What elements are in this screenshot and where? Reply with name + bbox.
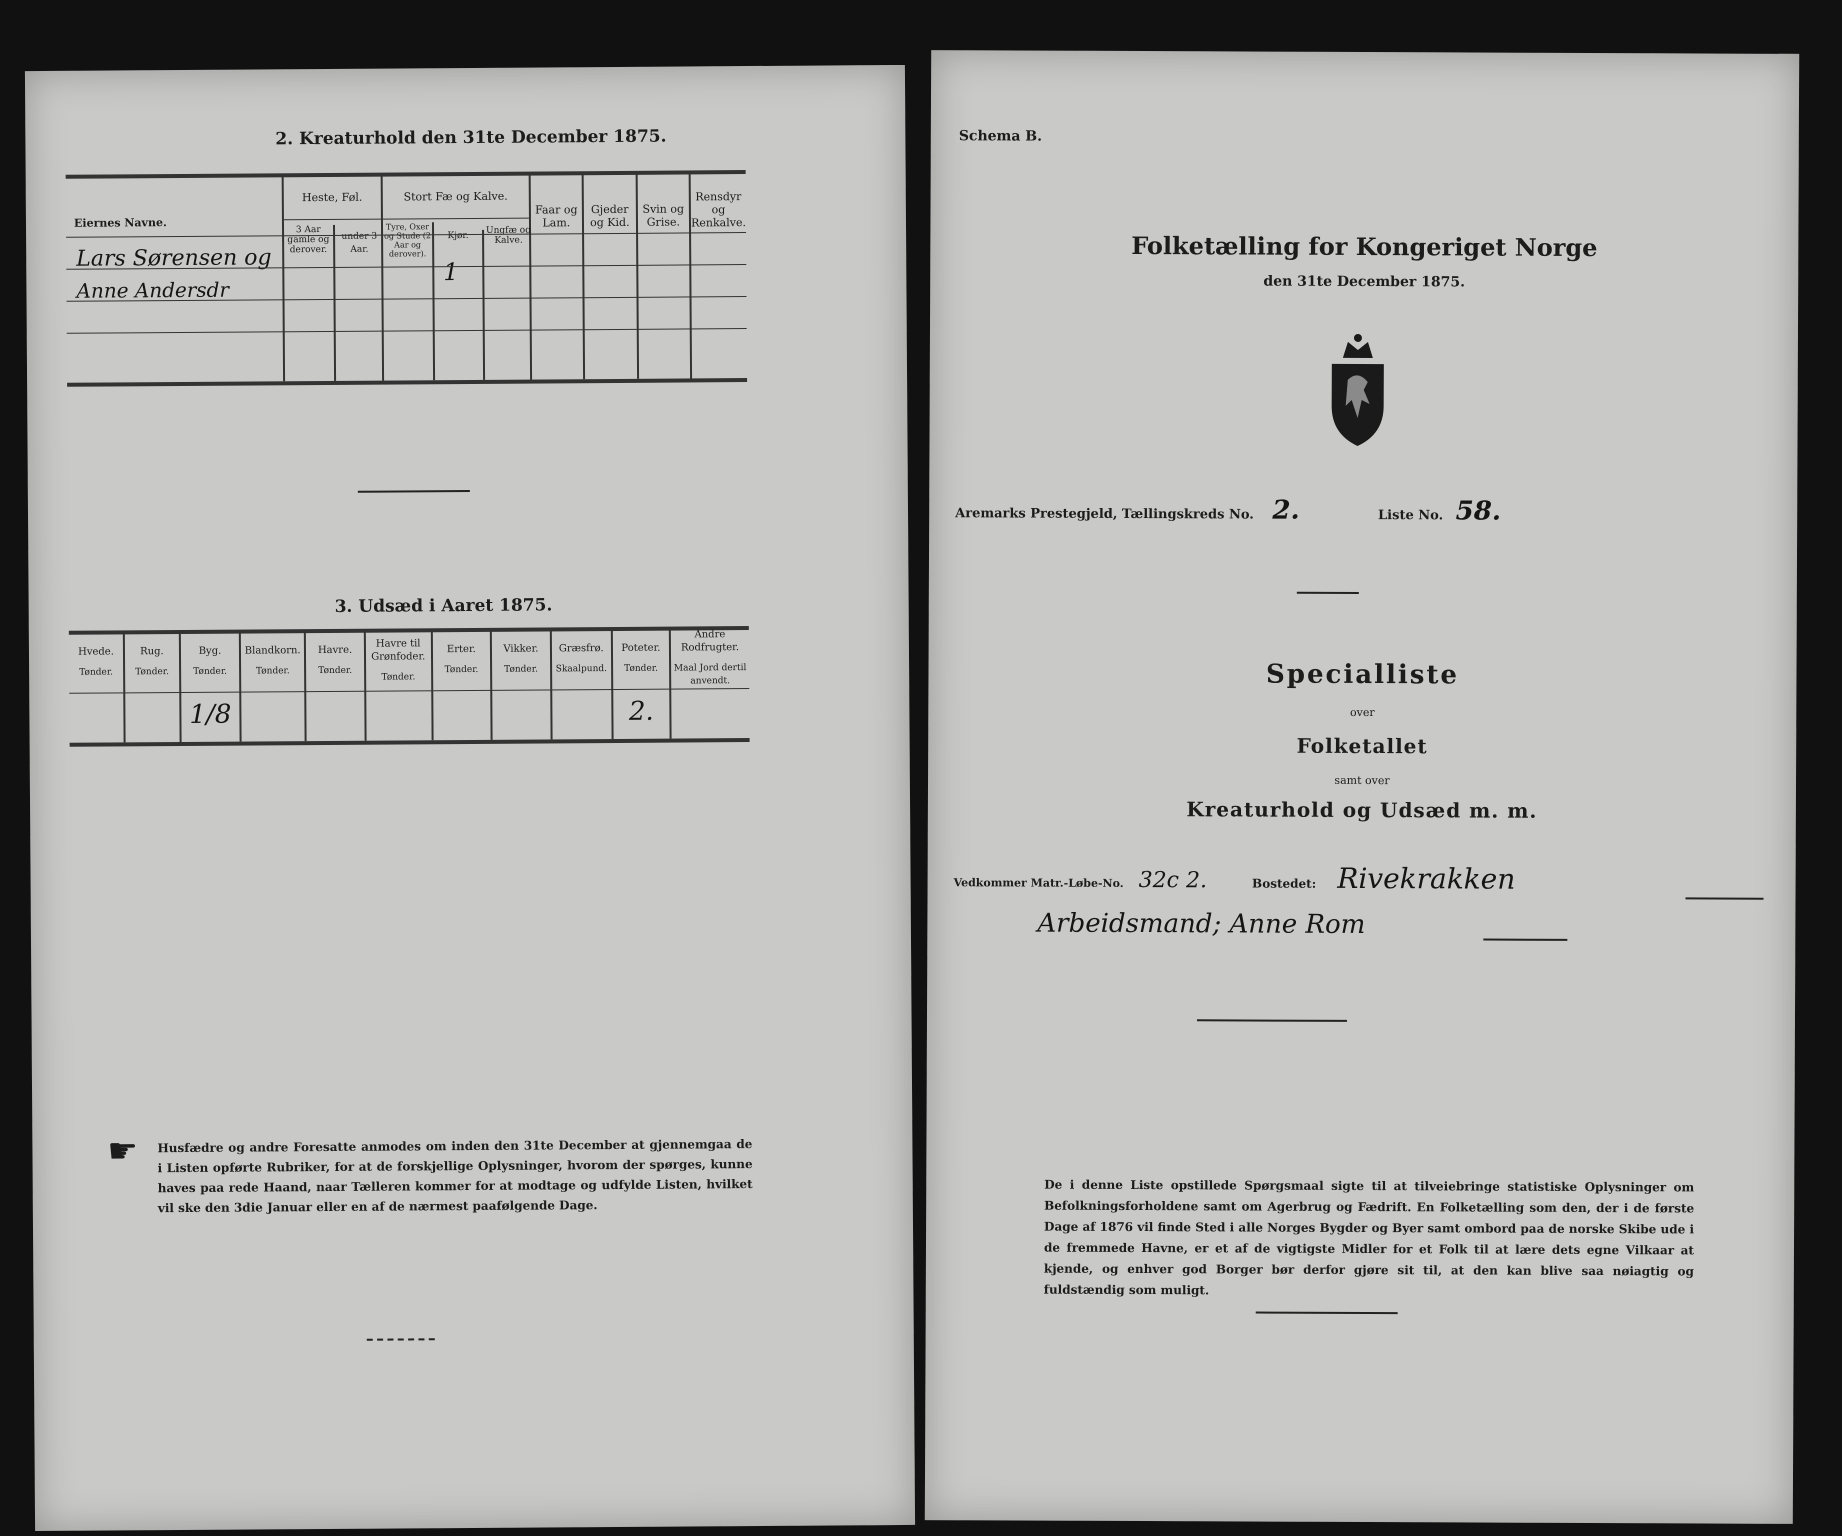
matr-line [954, 860, 1516, 895]
samt-over-text: samt over [1334, 773, 1390, 788]
seed-header-cell [180, 632, 241, 692]
seed-header-unit: Tønder. [79, 667, 114, 678]
main-subtitle: den 31te December 1875. [1263, 273, 1466, 291]
separator-rule [358, 490, 470, 493]
seed-header-cell [670, 628, 749, 689]
bottom-rule [1256, 1312, 1398, 1315]
seed-table [69, 628, 750, 743]
cattle-column [382, 174, 531, 381]
seed-value-cell [491, 689, 551, 739]
district-prefix: Aremarks Prestegjeld, Tællingskreds No. [955, 506, 1254, 523]
owner-name-1: Lars Sørensen og [76, 245, 272, 272]
over-text: over [1349, 705, 1375, 720]
owner-column [66, 175, 284, 383]
seed-header-unit: Tønder. [318, 665, 353, 677]
bosted-value: Rivekrakken [1337, 861, 1516, 896]
seed-value-cell [612, 689, 671, 739]
seed-value-cell [69, 692, 124, 742]
left-page [25, 65, 915, 1531]
notice-text: Husfædre og andre Foresatte anmodes om inden den 31te December at gjennemgaa de i Listen opførte Rubriker, for at de forskjellige Oplysninger, hvorom der spørges, kunne haves paa rede Haand, naar Tælleren kommer for at modtage og udfylde Listen, hvilket vil ske den 3die Januar eller en af de nærmest paafølgende Dage. [157, 1137, 753, 1216]
goats-header: Gjeder og Kid. [590, 202, 630, 230]
seed-header-cell [491, 629, 551, 689]
seed-header-unit: Tønder. [135, 667, 170, 678]
bottom-rule [367, 1338, 435, 1340]
seed-header-unit: Tønder. [193, 666, 228, 677]
pointing-hand-icon: ☛ [107, 1131, 139, 1172]
seed-value-cell [306, 691, 366, 741]
seed-value-cell [124, 692, 180, 742]
seed-header-cell [365, 630, 432, 690]
seed-value-cell [240, 691, 306, 741]
seed-header-name: Vikker. [503, 643, 539, 655]
seed-header-cell [431, 630, 491, 690]
matr-number: 32c 2. [1138, 868, 1208, 894]
seed-header-cell [240, 631, 306, 691]
liste-label: Liste No. [1378, 508, 1444, 524]
seed-value-cell [432, 690, 492, 740]
sheep-header: Faar og Lam. [535, 203, 578, 230]
info-text: De i denne Liste opstillede Spørgsmaal sigte til at tilveiebringe statistiske Oplysninger om Befolkningsforholdene samt om Agerbrug og Fædrift. En Folketælling som den, der i de første Dage af 1876 vil finde Sted i alle Norges Bygder og Byer samt ombord paa de norske Skibe ude i de fremmede Havne, er et af de vigtigste Midler for et Folk til at lære dets egne Vilkaar at kjende, og enhver god Borger bør derfor gjøre sit til, at den kan blive saa nøiagtig og fuldstændig som muligt. [1043, 1177, 1695, 1298]
matr-label: Vedkommer Matr.-Løbe-No. [953, 876, 1124, 890]
goats-column [583, 173, 638, 379]
seed-header-cell [612, 629, 671, 689]
seed-header-name: Erter. [446, 643, 476, 656]
separator-rule [1197, 1019, 1347, 1022]
seed-value-cell [365, 690, 432, 740]
seed-header-unit: Skaalpund. [555, 664, 608, 675]
horses-under3-header: under 3 Aar. [341, 231, 378, 255]
seed-value-cell [670, 688, 749, 739]
norwegian-lion-crest-icon [1317, 330, 1398, 450]
horses-header: Heste, Føl. [301, 190, 363, 205]
kreds-number: 2. [1272, 495, 1300, 526]
pigs-column [636, 172, 691, 378]
seed-header-name: Byg. [198, 645, 222, 657]
owner-header: Eiernes Navne. [73, 216, 167, 230]
seed-value-byg: 1/8 [189, 699, 232, 730]
seed-value-cell [551, 689, 612, 739]
seed-header-name: Blandkorn. [244, 645, 301, 657]
separator-rule [1297, 592, 1359, 594]
bosted-label: Bostedet: [1252, 876, 1317, 891]
district-line [955, 494, 1501, 526]
seed-header-unit: Tønder. [381, 671, 416, 683]
seed-header-unit: Tønder. [624, 663, 658, 674]
seed-header-unit: Maal Jord dertil anvendt. [673, 663, 747, 687]
seed-header-unit: Tønder. [504, 664, 538, 675]
horses-column [282, 175, 383, 382]
folketallet-title: Folketallet [1296, 733, 1428, 759]
young-calves-header: Ungfæ og Kalve. [485, 225, 532, 246]
section3-title: 3. Udsæd i Aaret 1875. [334, 595, 553, 617]
schema-label: Schema B. [958, 128, 1043, 145]
seed-header-name: Andre Rodfrugter. [680, 629, 740, 654]
fill-rule [1686, 897, 1764, 899]
special-title: Specialliste [1265, 659, 1459, 691]
seed-header-name: Poteter. [621, 642, 661, 654]
sheep-column [529, 173, 584, 379]
seed-header-unit: Tønder. [444, 664, 479, 676]
occupant-value: Arbeidsmand; Anne Rom [1037, 908, 1366, 941]
seed-value-cell [180, 692, 241, 742]
fill-rule [1483, 939, 1567, 941]
seed-header-cell [69, 632, 124, 692]
cows-value: 1 [443, 258, 459, 287]
seed-header-name: Græsfrø. [558, 643, 604, 655]
section2-title: 2. Kreaturhold den 31te December 1875. [275, 126, 667, 150]
livestock-table [66, 172, 747, 383]
seed-header-cell [305, 631, 365, 691]
reindeer-header: Rensdyr og Renkalve. [691, 190, 747, 230]
cattle-header: Stort Fæ og Kalve. [403, 189, 508, 204]
main-title: Folketælling for Kongeriget Norge [1131, 230, 1598, 263]
right-page [925, 50, 1799, 1524]
seed-header-unit: Tønder. [255, 666, 290, 677]
seed-header-name: Havre. [317, 644, 353, 657]
seed-header-name: Hvede. [78, 646, 114, 658]
reindeer-column [690, 172, 747, 378]
seed-header-cell [551, 629, 613, 689]
seed-header-cell [124, 632, 180, 692]
liste-number: 58. [1455, 496, 1501, 527]
bulls-header: Tyre, Oxer og Stude (2 Aar og derover). [383, 222, 435, 380]
seed-header-name: Havre til Grønfoder. [371, 637, 426, 663]
kreatur-line: Kreaturhold og Udsæd m. m. [1186, 797, 1538, 823]
seed-header-name: Rug. [140, 646, 164, 658]
pigs-header: Svin og Grise. [642, 202, 685, 229]
cows-header: Kjør. [434, 230, 485, 380]
seed-value-poteter: 2. [628, 696, 654, 727]
owner-name-2: Anne Andersdr [76, 277, 230, 303]
horses-3plus-header: 3 Aar gamle og derover. [284, 225, 336, 381]
